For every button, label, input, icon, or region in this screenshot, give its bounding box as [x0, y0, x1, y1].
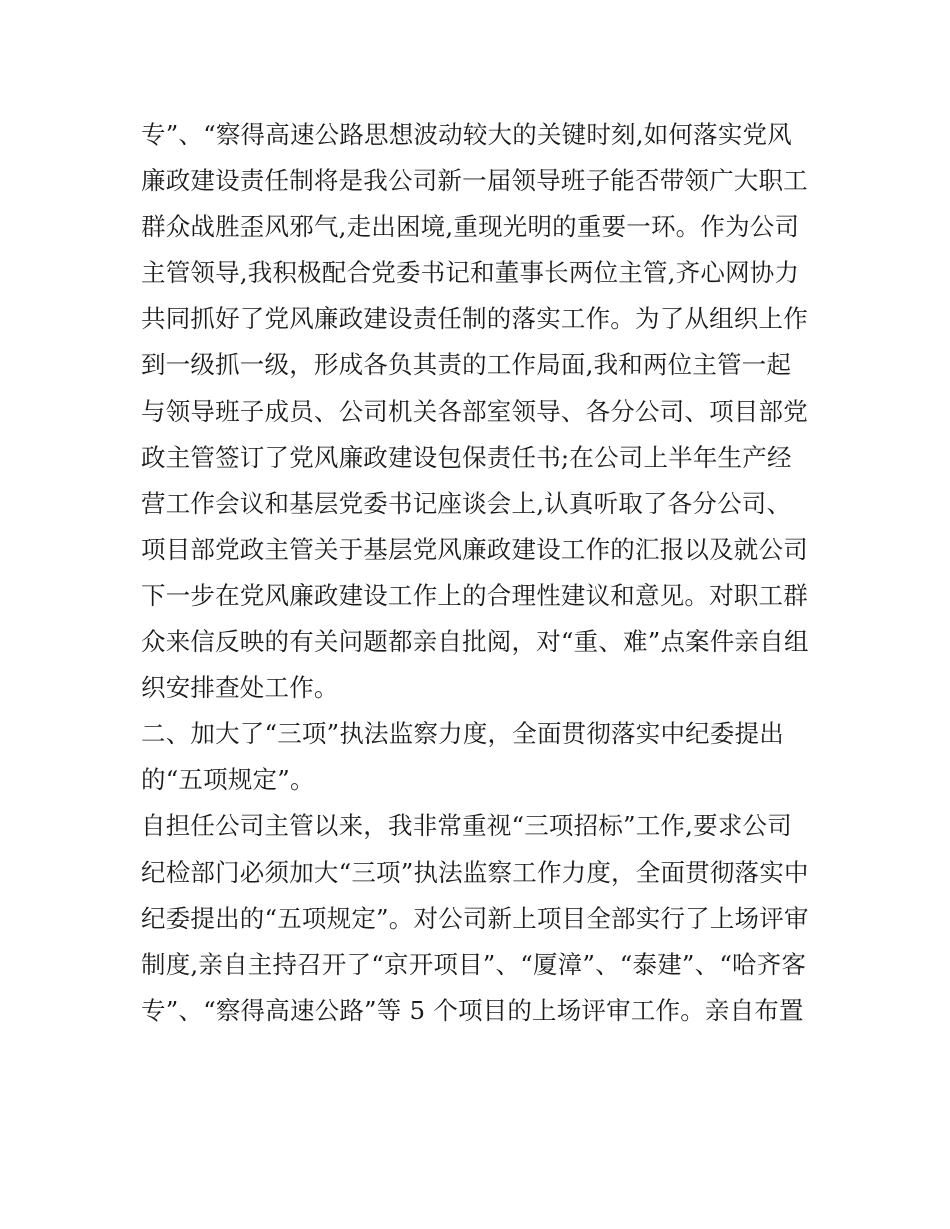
text-line: 共同抓好了党风廉政建设责任制的落实工作。为了从组织上作 — [141, 304, 808, 334]
text-line: 制度,亲自主持召开了“京开项目”、“厦漳”、“泰建”、“哈齐客 — [141, 949, 807, 979]
text-line: 纪委提出的“五项规定”。对公司新上项目全部实行了上场评审 — [141, 903, 809, 933]
text-line: 到一级抓一级，形成各负其责的工作局面,我和两位主管一起 — [141, 350, 792, 380]
text-line: 下一步在党风廉政建设工作上的合理性建议和意见。对职工群 — [141, 580, 808, 610]
text-line: 项目部党政主管关于基层党风廉政建设工作的汇报以及就公司 — [141, 534, 808, 564]
text-line: 自担任公司主管以来，我非常重视“三项招标”工作,要求公司 — [141, 811, 792, 841]
text-line: 营工作会议和基层党委书记座谈会上,认真听取了各分公司、 — [141, 488, 792, 518]
document-body-text — [141, 112, 841, 1034]
text-line: 廉政建设责任制将是我公司新一届领导班子能否带领广大职工 — [141, 166, 808, 196]
text-line: 专”、“察得高速公路思想波动较大的关键时刻,如何落实党风 — [141, 120, 792, 149]
text-line: 群众战胜歪风邪气,走出困境,重现光明的重要一环。作为公司 — [141, 212, 800, 242]
text-line: 主管领导,我积极配合党委书记和董事长两位主管,齐心网协力 — [141, 258, 800, 288]
text-line: 织安排查处工作。 — [141, 673, 339, 703]
text-line: 专”、“察得高速公路”等 5 个项目的上场评审工作。亲自布置 — [141, 995, 804, 1025]
section-heading-line: 二、加大了“三项”执法监察力度，全面贯彻落实中纪委提出 — [141, 719, 784, 749]
text-line: 政主管签订了党风廉政建设包保责任书;在公司上半年生产经 — [141, 442, 792, 472]
text-line: 众来信反映的有关问题都亲自批阅，对“重、难”点案件亲自组 — [141, 627, 809, 657]
text-line: 与领导班子成员、公司机关各部室领导、各分公司、项目部党 — [141, 396, 808, 426]
section-heading-line: 的“五项规定”。 — [141, 765, 315, 795]
text-line: 纪检部门必须加大“三项”执法监察工作力度，全面贯彻落实中 — [141, 857, 809, 887]
